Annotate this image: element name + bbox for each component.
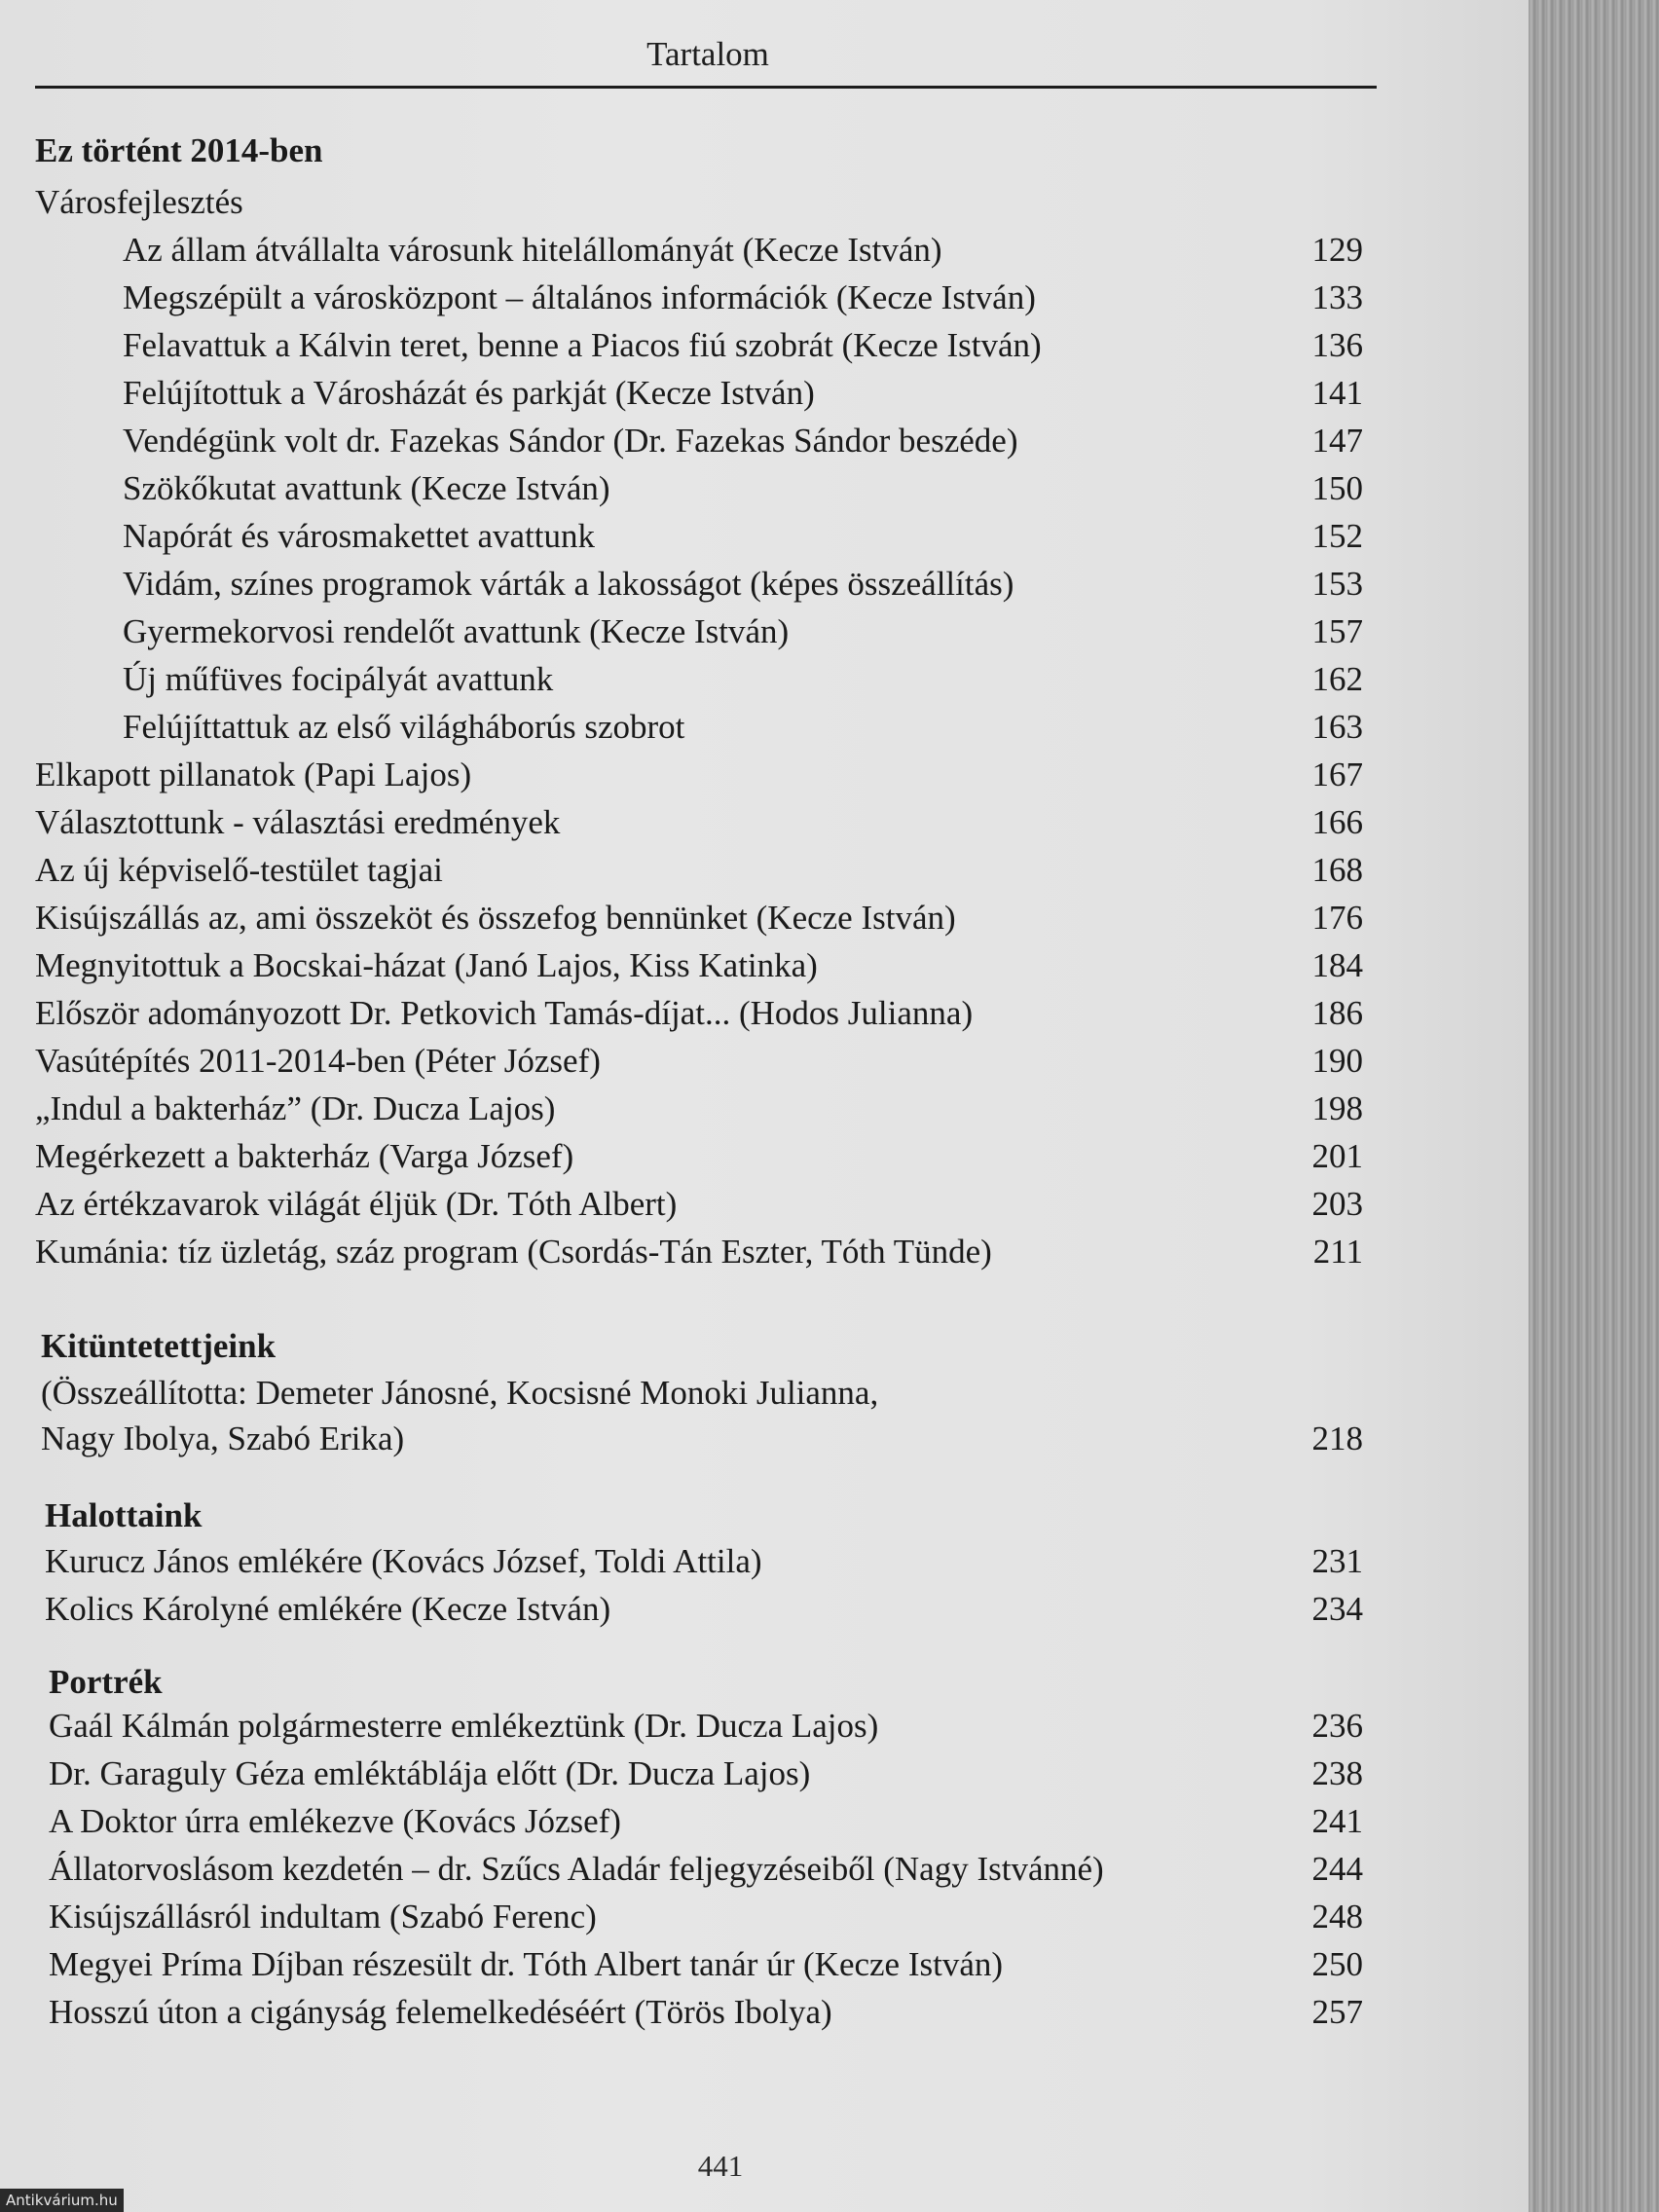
- entry-title: Felavattuk a Kálvin teret, benne a Piacos fiú szobrát (Kecze István): [123, 326, 1042, 364]
- entry-page-number: 152: [1311, 517, 1363, 555]
- page-number: 441: [697, 2149, 744, 2183]
- entry-page-number: 133: [1311, 278, 1363, 316]
- entry-page-number: 176: [1311, 899, 1363, 937]
- entry-title: „Indul a bakterház” (Dr. Ducza Lajos): [35, 1089, 556, 1127]
- entry-page-number: 184: [1311, 946, 1363, 984]
- entry-page-number: 248: [1311, 1898, 1363, 1936]
- entry-page-number: 203: [1311, 1185, 1363, 1223]
- entry-page-number: 163: [1311, 708, 1363, 746]
- entry-title: Megérkezett a bakterház (Varga József): [35, 1137, 574, 1175]
- toc-entry: [49, 1898, 1363, 1936]
- toc-entry: [35, 1185, 1363, 1224]
- entry-title: Megnyitottuk a Bocskai-házat (Janó Lajos, Kiss Katinka): [35, 946, 818, 984]
- toc-entry: [35, 1089, 1363, 1128]
- toc-entry: [123, 278, 1363, 317]
- entry-page-number: 236: [1311, 1707, 1363, 1745]
- toc-entry: [45, 1590, 1363, 1629]
- toc-entry: [35, 756, 1363, 794]
- header-rule: [35, 86, 1377, 89]
- toc-entry: [123, 660, 1363, 699]
- entry-page-number: 190: [1311, 1042, 1363, 1080]
- entry-title: Vidám, színes programok várták a lakosságot (képes összeállítás): [123, 565, 1014, 603]
- toc-entry: [49, 1945, 1363, 1984]
- entry-page-number: 166: [1311, 803, 1363, 841]
- toc-entry: [49, 1707, 1363, 1746]
- toc-entry: [123, 422, 1363, 461]
- toc-entry: [49, 1754, 1363, 1793]
- entry-title: Nagy Ibolya, Szabó Erika): [41, 1419, 405, 1457]
- toc-entry: [35, 803, 1363, 842]
- toc-entry: [123, 708, 1363, 747]
- entry-title: Vasútépítés 2011-2014-ben (Péter József): [35, 1042, 601, 1080]
- entry-page-number: 231: [1311, 1542, 1363, 1580]
- entry-page-number: 234: [1311, 1590, 1363, 1628]
- entry-page-number: 201: [1311, 1137, 1363, 1175]
- entry-title: A Doktor úrra emlékezve (Kovács József): [49, 1802, 621, 1840]
- toc-entry: [35, 946, 1363, 985]
- entry-title: Kisújszállás az, ami összeköt és összefog bennünket (Kecze István): [35, 899, 956, 937]
- entry-title: Megyei Príma Díjban részesült dr. Tóth Albert tanár úr (Kecze István): [49, 1945, 1004, 1983]
- entry-page-number: 147: [1311, 422, 1363, 460]
- entry-page-number: 238: [1311, 1754, 1363, 1792]
- section-heading: Kitüntetettjeink: [41, 1327, 276, 1365]
- toc-entry: [123, 612, 1363, 651]
- entry-title: Városfejlesztés: [35, 183, 243, 221]
- toc-entry: [41, 1419, 1363, 1458]
- toc-entry: [123, 517, 1363, 556]
- toc-entry: [123, 326, 1363, 365]
- entry-title: Hosszú úton a cigányság felemelkedéséért (Törös Ibolya): [49, 1993, 832, 2031]
- toc-entry: [123, 565, 1363, 604]
- entry-title: Új műfüves focipályát avattunk: [123, 660, 554, 698]
- toc-entry: [35, 899, 1363, 938]
- entry-page-number: 167: [1311, 756, 1363, 793]
- running-head: Tartalom: [646, 35, 769, 73]
- subsection-heading: [35, 183, 1363, 222]
- entry-title: Gyermekorvosi rendelőt avattunk (Kecze István): [123, 612, 790, 650]
- entry-page-number: 211: [1312, 1233, 1363, 1271]
- entry-title: Az értékzavarok világát éljük (Dr. Tóth Albert): [35, 1185, 678, 1223]
- section-heading: Halottaink: [45, 1496, 203, 1534]
- section-heading: Ez történt 2014-ben: [35, 131, 323, 169]
- adjacent-page-edge: [1529, 0, 1659, 2212]
- watermark: Antikvárium.hu: [0, 2189, 124, 2212]
- entry-page-number: 150: [1311, 469, 1363, 507]
- entry-title: Kurucz János emlékére (Kovács József, Toldi Attila): [45, 1542, 762, 1580]
- entry-page-number: 157: [1311, 612, 1363, 650]
- toc-entry: [35, 1233, 1363, 1272]
- entry-page-number: 241: [1311, 1802, 1363, 1840]
- entry-page-number: 153: [1311, 565, 1363, 603]
- toc-entry-line: [41, 1374, 1363, 1413]
- entry-title: (Összeállította: Demeter Jánosné, Kocsisné Monoki Julianna,: [41, 1374, 879, 1412]
- entry-page-number: 141: [1311, 374, 1363, 412]
- entry-page-number: 250: [1311, 1945, 1363, 1983]
- entry-page-number: 136: [1311, 326, 1363, 364]
- section-heading: Portrék: [49, 1663, 163, 1701]
- toc-entry: [123, 231, 1363, 270]
- entry-page-number: 162: [1311, 660, 1363, 698]
- entry-title: Szökőkutat avattunk (Kecze István): [123, 469, 610, 507]
- toc-entry: [35, 1042, 1363, 1081]
- entry-title: Kumánia: tíz üzletág, száz program (Csordás-Tán Eszter, Tóth Tünde): [35, 1233, 992, 1271]
- toc-entry: [35, 851, 1363, 890]
- entry-page-number: 198: [1311, 1089, 1363, 1127]
- entry-title: Gaál Kálmán polgármesterre emlékeztünk (Dr. Ducza Lajos): [49, 1707, 879, 1745]
- toc-entry: [45, 1542, 1363, 1581]
- entry-title: Az állam átvállalta városunk hitelállományát (Kecze István): [123, 231, 942, 269]
- entry-title: Felújítottuk a Városházát és parkját (Kecze István): [123, 374, 815, 412]
- entry-page-number: 257: [1311, 1993, 1363, 2031]
- entry-title: Felújíttattuk az első világháborús szobrot: [123, 708, 685, 746]
- toc-entry: [49, 1850, 1363, 1889]
- entry-page-number: 218: [1311, 1419, 1363, 1457]
- entry-title: Az új képviselő-testület tagjai: [35, 851, 443, 889]
- entry-title: Először adományozott Dr. Petkovich Tamás-díjat... (Hodos Julianna): [35, 994, 974, 1032]
- entry-title: Megszépült a városközpont – általános információk (Kecze István): [123, 278, 1036, 316]
- entry-title: Választottunk - választási eredmények: [35, 803, 561, 841]
- entry-page-number: 168: [1311, 851, 1363, 889]
- toc-entry: [35, 994, 1363, 1033]
- toc-entry: [35, 1137, 1363, 1176]
- entry-title: Vendégünk volt dr. Fazekas Sándor (Dr. Fazekas Sándor beszéde): [123, 422, 1018, 460]
- entry-title: Napórát és városmakettet avattunk: [123, 517, 595, 555]
- entry-title: Kisújszállásról indultam (Szabó Ferenc): [49, 1898, 597, 1936]
- toc-entry: [123, 374, 1363, 413]
- entry-title: Dr. Garaguly Géza emléktáblája előtt (Dr. Ducza Lajos): [49, 1754, 811, 1792]
- entry-title: Elkapott pillanatok (Papi Lajos): [35, 756, 472, 793]
- toc-entry: [49, 1802, 1363, 1841]
- toc-entry: [49, 1993, 1363, 2032]
- entry-title: Állatorvoslásom kezdetén – dr. Szűcs Aladár feljegyzéseiből (Nagy Istvánné): [49, 1850, 1104, 1888]
- entry-page-number: 244: [1311, 1850, 1363, 1888]
- entry-title: Kolics Károlyné emlékére (Kecze István): [45, 1590, 611, 1628]
- entry-page-number: 186: [1311, 994, 1363, 1032]
- entry-page-number: 129: [1311, 231, 1363, 269]
- toc-entry: [123, 469, 1363, 508]
